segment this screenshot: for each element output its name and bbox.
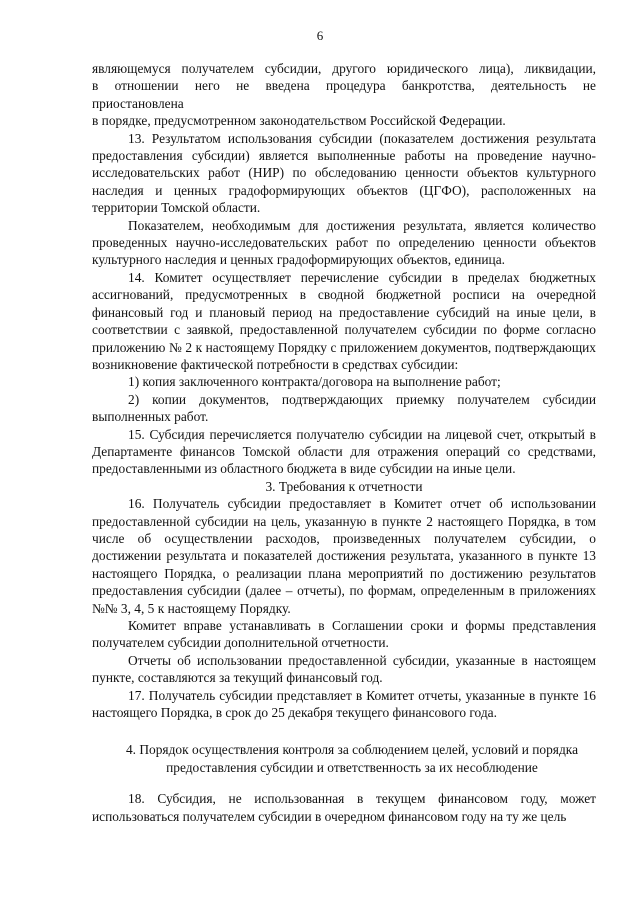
paragraph-13: 13. Результатом использования субсидии (показателем достижения результата предоставления субсидии) является выполненные работы на проведение научно-исследовательских работ (НИР) по обследованию ценности объектов культурного наследия и ценных градоформирующих объектов (ЦГФО), расположенных на территории Томской области. (92, 130, 596, 216)
paragraph-16-reports: Отчеты об использовании предоставленной субсидии, указанные в настоящем пункте, составляются за текущий финансовый год. (92, 652, 596, 686)
list-item: 2) копии документов, подтверждающих приемку получателем субсидии выполненных работ. (92, 391, 596, 425)
paragraph-line: в порядке, предусмотренном законодательством Российской Федерации. (92, 113, 506, 129)
paragraph-17: 17. Получатель субсидии представляет в Комитет отчеты, указанные в пункте 16 настоящего Порядка, в срок до 25 декабря текущего финансового года. (92, 687, 596, 721)
section-heading-3: 3. Требования к отчетности (265, 478, 423, 494)
document-body (92, 60, 596, 825)
paragraph-16: 16. Получатель субсидии предоставляет в Комитет отчет об использовании предоставленной субсидии на цель, указанную в пункте 2 настоящего Порядка, в том числе об осуществлении расходов, произведенных получателем субсидии, о достижении результата и показателей достижения результата, указанного в пункте 13 настоящего Порядка, о реализации плана мероприятий по достижению результатов предоставления субсидии (далее – отчеты), по формам, определенным в приложениях №№ 3, 4, 5 к настоящему Порядку. (92, 496, 596, 616)
paragraph-16-additional: Комитет вправе устанавливать в Соглашении сроки и формы представления получателем субсидии дополнительной отчетности. (92, 618, 596, 651)
paragraph-15: 15. Субсидия перечисляется получателю субсидии на лицевой счет, открытый в Департаменте финансов Томской области для отражения операций со средствами, предоставленными из областного бюджета в виде субсидии на иные цели. (92, 426, 596, 477)
page-number: 6 (316, 28, 324, 43)
list-item: 1) копия заключенного контракта/договора на выполнение работ; (128, 374, 501, 390)
paragraph-14: 14. Комитет осуществляет перечисление субсидии в пределах бюджетных ассигнований, предусмотренных в сводной бюджетной росписи на очередной финансовый год и плановый период на предоставление субсидий на иные цели, в соответствии с заявкой, предоставленной получателем субсидии по форме согласно приложению № 2 к настоящему Порядку с приложением документов, подтверждающих возникновение фактической потребности в средствах субсидии: (92, 269, 596, 372)
paragraph-18: 18. Субсидия, не использованная в текущем финансовом году, может использоваться получателем субсидии в очередном финансовом году на ту же цель (92, 791, 596, 824)
paragraph-line: в отношении него не введена процедура банкротства, деятельность не (92, 78, 596, 94)
section-heading-4-line: предоставления субсидии и ответственность за их несоблюдение (166, 759, 538, 775)
section-heading-4 (92, 741, 596, 776)
paragraph-13-indicator: Показателем, необходимым для достижения результата, является количество проведенных научно-исследовательских работ по определению ценности объектов культурного наследия и ценных градоформирующих объектов, единица. (92, 217, 596, 268)
paragraph-line: являющемуся получателем субсидии, другого юридического лица), ликвидации, (92, 61, 596, 76)
section-heading-4-line: 4. Порядок осуществления контроля за соблюдением целей, условий и порядка (125, 742, 579, 758)
paragraph-line: приостановлена (92, 95, 184, 111)
